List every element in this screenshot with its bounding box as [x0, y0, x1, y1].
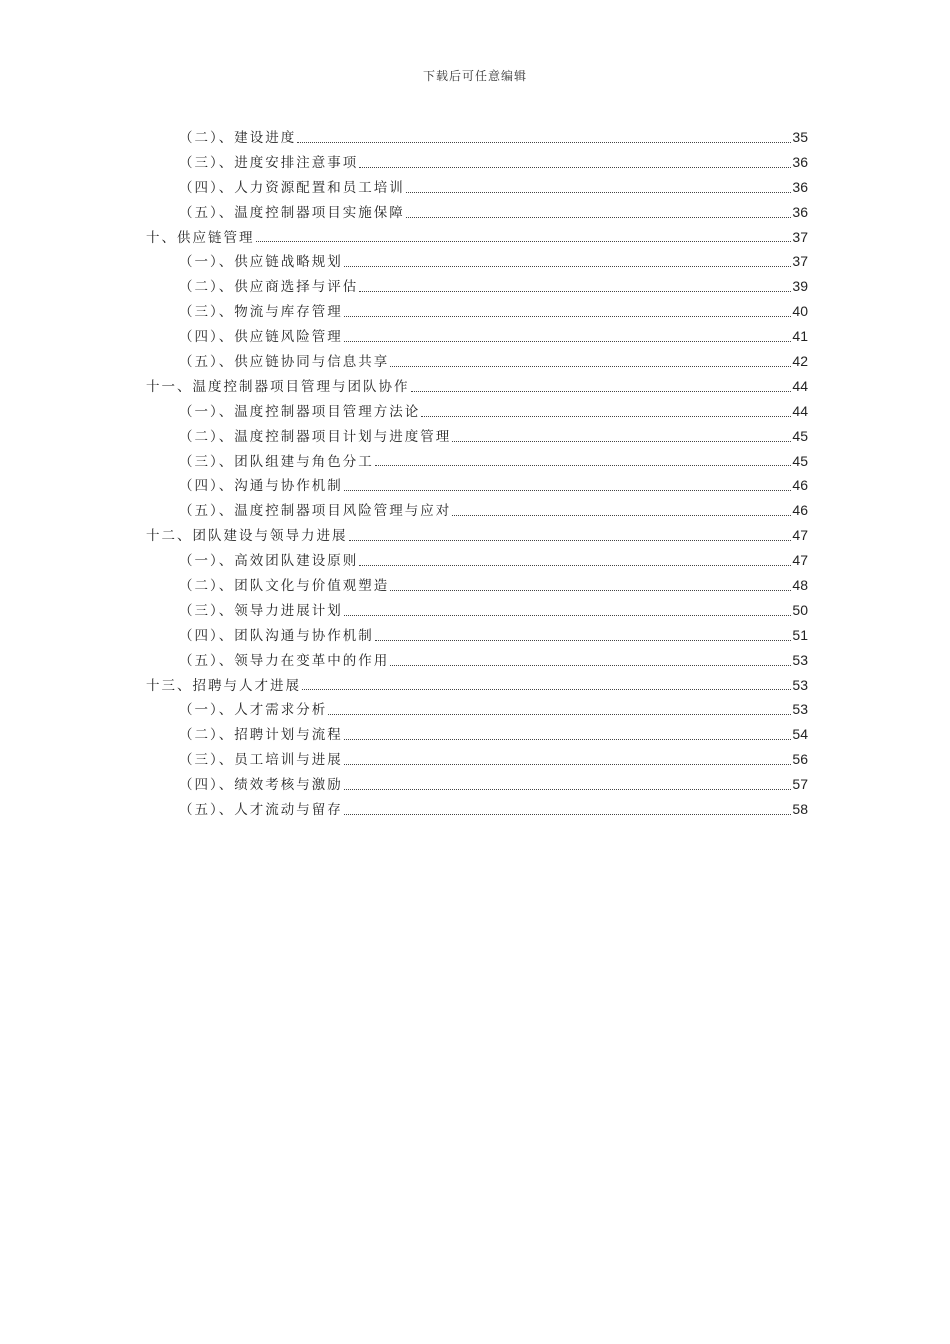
toc-dot-leader — [406, 191, 792, 193]
toc-entry[interactable] — [146, 225, 808, 250]
toc-entry[interactable] — [146, 324, 808, 349]
toc-entry[interactable] — [146, 299, 808, 324]
toc-entry-page-number: 50 — [792, 601, 808, 618]
toc-entry-page-number: 54 — [792, 726, 808, 743]
toc-entry[interactable] — [146, 150, 808, 175]
toc-entry-page-number: 45 — [792, 452, 808, 469]
toc-entry-label: （一）、供应链战略规划 — [179, 254, 343, 271]
toc-dot-leader — [359, 290, 791, 292]
toc-dot-leader — [344, 315, 792, 317]
toc-entry-page-number: 39 — [792, 278, 808, 295]
toc-entry-label: （三）、领导力进展计划 — [179, 602, 343, 619]
toc-entry[interactable] — [146, 747, 808, 772]
toc-entry-label: （五）、温度控制器项目实施保障 — [179, 204, 405, 221]
toc-entry-label: （一）、温度控制器项目管理方法论 — [179, 403, 421, 420]
toc-entry-label: （五）、供应链协同与信息共享 — [179, 354, 390, 371]
toc-dot-leader — [406, 216, 792, 218]
toc-entry-page-number: 53 — [792, 651, 808, 668]
toc-entry-label: （一）、高效团队建设原则 — [179, 553, 359, 570]
toc-dot-leader — [390, 664, 791, 666]
toc-dot-leader — [452, 440, 791, 442]
toc-entry-label: （二）、温度控制器项目计划与进度管理 — [179, 428, 452, 445]
toc-entry[interactable] — [146, 473, 808, 498]
page-header: 下载后可任意编辑 — [422, 69, 527, 83]
toc-entry[interactable] — [146, 249, 808, 274]
toc-entry[interactable] — [146, 399, 808, 424]
toc-entry-label: （三）、员工培训与进展 — [179, 752, 343, 769]
toc-dot-leader — [344, 614, 792, 616]
toc-entry-page-number: 36 — [792, 203, 808, 220]
toc-entry-label: （五）、人才流动与留存 — [179, 802, 343, 819]
toc-dot-leader — [344, 813, 792, 815]
toc-entry[interactable] — [146, 623, 808, 648]
toc-entry-label: （一）、人才需求分析 — [179, 702, 328, 719]
toc-entry-label: 十、供应链管理 — [146, 229, 255, 246]
toc-entry[interactable] — [146, 424, 808, 449]
toc-dot-leader — [344, 265, 792, 267]
toc-dot-leader — [452, 514, 791, 516]
toc-entry-label: 十三、招聘与人才进展 — [146, 677, 301, 694]
toc-entry-page-number: 53 — [792, 701, 808, 718]
toc-entry-page-number: 51 — [792, 626, 808, 643]
toc-entry[interactable] — [146, 200, 808, 225]
toc-entry[interactable] — [146, 797, 808, 822]
toc-dot-leader — [375, 464, 792, 466]
toc-entry-label: （四）、沟通与协作机制 — [179, 478, 343, 495]
toc-entry[interactable] — [146, 349, 808, 374]
toc-dot-leader — [349, 539, 792, 541]
toc-dot-leader — [411, 390, 792, 392]
toc-entry-page-number: 47 — [792, 552, 808, 569]
toc-entry-page-number: 45 — [792, 427, 808, 444]
toc-entry-label: 十一、温度控制器项目管理与团队协作 — [146, 378, 410, 395]
toc-dot-leader — [359, 564, 791, 566]
toc-entry-label: （四）、团队沟通与协作机制 — [179, 627, 374, 644]
toc-entry-page-number: 56 — [792, 751, 808, 768]
toc-entry[interactable] — [146, 722, 808, 747]
toc-entry-page-number: 46 — [792, 477, 808, 494]
toc-entry[interactable] — [146, 175, 808, 200]
toc-entry-page-number: 36 — [792, 178, 808, 195]
toc-entry-page-number: 47 — [792, 527, 808, 544]
toc-dot-leader — [344, 763, 792, 765]
table-of-contents — [146, 125, 808, 822]
toc-entry[interactable] — [146, 523, 808, 548]
toc-entry[interactable] — [146, 374, 808, 399]
toc-dot-leader — [344, 738, 792, 740]
toc-entry-label: （四）、绩效考核与激励 — [179, 777, 343, 794]
toc-entry-label: （二）、供应商选择与评估 — [179, 279, 359, 296]
toc-entry[interactable] — [146, 697, 808, 722]
toc-entry-page-number: 44 — [792, 377, 808, 394]
toc-entry-page-number: 35 — [792, 129, 808, 145]
toc-entry[interactable] — [146, 125, 808, 150]
toc-dot-leader — [375, 639, 792, 641]
toc-entry-label: （四）、人力资源配置和员工培训 — [179, 179, 405, 196]
toc-dot-leader — [344, 340, 792, 342]
toc-dot-leader — [421, 415, 791, 417]
toc-entry-label: （四）、供应链风险管理 — [179, 329, 343, 346]
toc-entry[interactable] — [146, 274, 808, 299]
toc-dot-leader — [390, 589, 791, 591]
toc-dot-leader — [302, 688, 791, 690]
toc-entry-label: （三）、团队组建与角色分工 — [179, 453, 374, 470]
toc-entry-label: （五）、温度控制器项目风险管理与应对 — [179, 503, 452, 520]
toc-entry-label: （三）、进度安排注意事项 — [179, 154, 359, 171]
toc-entry-label: （五）、领导力在变革中的作用 — [179, 652, 390, 669]
toc-entry-page-number: 36 — [792, 153, 808, 170]
toc-dot-leader — [344, 489, 792, 491]
toc-dot-leader — [256, 240, 792, 242]
toc-entry-page-number: 48 — [792, 577, 808, 594]
toc-entry[interactable] — [146, 573, 808, 598]
toc-entry-label: 十二、团队建设与领导力进展 — [146, 528, 348, 545]
toc-entry-label: （二）、建设进度 — [179, 130, 297, 146]
toc-entry-page-number: 53 — [792, 676, 808, 693]
toc-entry-page-number: 42 — [792, 353, 808, 370]
toc-entry[interactable] — [146, 648, 808, 673]
toc-dot-leader — [297, 141, 791, 143]
toc-entry[interactable] — [146, 548, 808, 573]
toc-entry[interactable] — [146, 449, 808, 474]
toc-dot-leader — [328, 713, 791, 715]
toc-entry[interactable] — [146, 673, 808, 698]
toc-entry-label: （二）、招聘计划与流程 — [179, 727, 343, 744]
toc-dot-leader — [359, 166, 791, 168]
toc-entry-page-number: 46 — [792, 502, 808, 519]
toc-entry-page-number: 57 — [792, 776, 808, 793]
toc-dot-leader — [344, 788, 792, 790]
toc-dot-leader — [390, 365, 791, 367]
toc-entry-page-number: 41 — [792, 328, 808, 345]
toc-entry-page-number: 37 — [792, 253, 808, 270]
toc-entry-page-number: 58 — [792, 801, 808, 818]
toc-entry-page-number: 44 — [792, 402, 808, 419]
toc-entry[interactable] — [146, 598, 808, 623]
toc-entry-page-number: 40 — [792, 303, 808, 320]
toc-entry[interactable] — [146, 772, 808, 797]
toc-entry-page-number: 37 — [792, 228, 808, 245]
toc-entry-label: （三）、物流与库存管理 — [179, 304, 343, 321]
toc-entry-label: （二）、团队文化与价值观塑造 — [179, 578, 390, 595]
toc-entry[interactable] — [146, 498, 808, 523]
